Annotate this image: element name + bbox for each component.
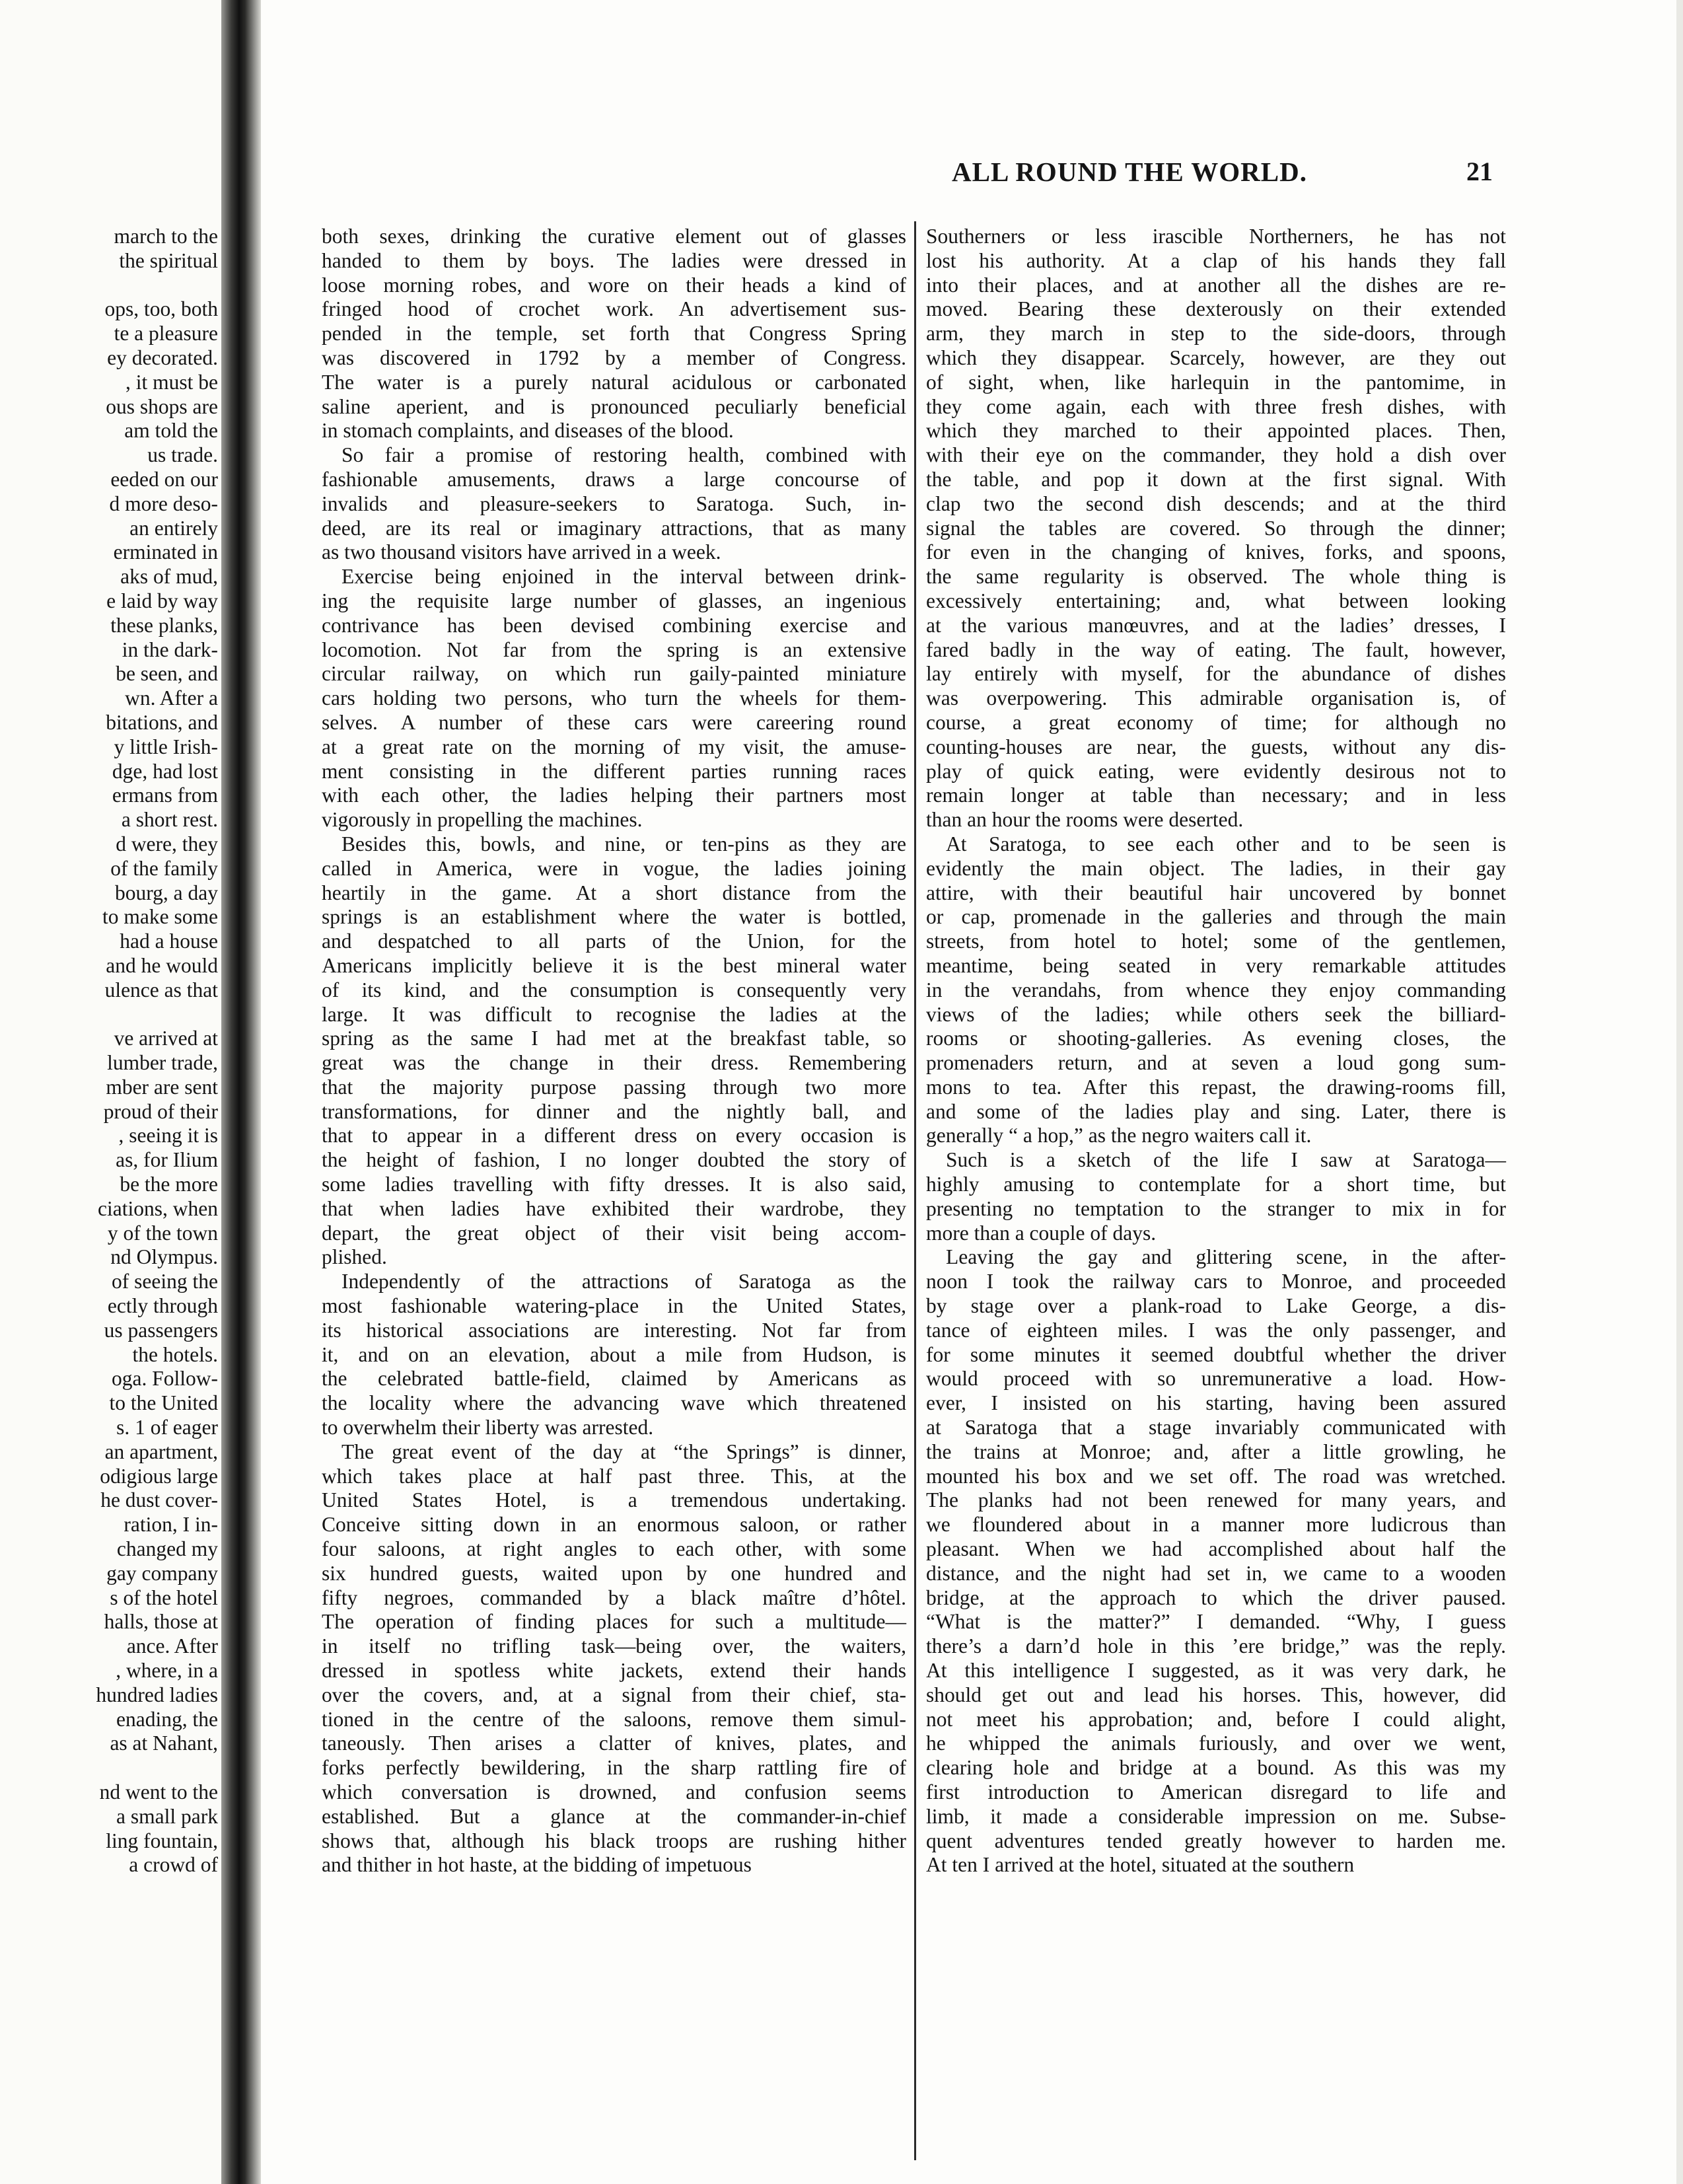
previous-page-line: dge, had lost (112, 759, 218, 783)
previous-page-line: and he would (106, 953, 218, 977)
paragraph (322, 565, 906, 832)
text-line: or cap, promenade in the galleries and through the main (926, 905, 1506, 929)
previous-page-line: ance. After (126, 1634, 218, 1658)
text-line: most fashionable watering-place in the United States, (322, 1294, 906, 1318)
previous-page-line: odigious large (100, 1464, 218, 1488)
text-line: for even in the changing of knives, forks, and spoons, (926, 540, 1506, 564)
previous-page-line: d were, they (116, 832, 218, 855)
text-line: Southerners or less irascible Northerners, he has not (926, 225, 1506, 248)
text-line: promenaders return, and at seven a loud gong sum- (926, 1051, 1506, 1075)
text-line: as two thousand visitors have arrived in a week. (322, 540, 721, 564)
running-header: ALL ROUND THE WORLD. (952, 157, 1307, 187)
previous-page-line: halls, those at (104, 1610, 218, 1634)
text-line: pended in the temple, set forth that Congress Spring (322, 322, 906, 346)
text-line: forks perfectly bewildering, in the sharp rattling fire of (322, 1756, 906, 1780)
text-line: some ladies travelling with fifty dresses. It is also said, (322, 1173, 906, 1196)
previous-page-line: bitations, and (106, 710, 218, 734)
text-line: which takes place at half past three. This, at the (322, 1464, 906, 1488)
text-line: in stomach complaints, and diseases of the blood. (322, 419, 734, 443)
text-line: called in America, were in vogue, the ladies joining (322, 856, 906, 880)
previous-page-line: of the family (110, 856, 218, 880)
text-line: shows that, although his black troops are rushing hither (322, 1829, 906, 1852)
previous-page-line: proud of their (103, 1099, 218, 1123)
text-line: moved. Bearing these dexterously on their extended (926, 297, 1506, 321)
text-line: lost his authority. At a clap of his hands they fall (926, 248, 1506, 272)
previous-page-line (0, 1003, 218, 1027)
text-line: noon I took the railway cars to Monroe, and proceeded (926, 1270, 1506, 1293)
previous-page-line: the spiritual (119, 248, 218, 272)
previous-page-line: y of the town (107, 1221, 218, 1245)
text-line: fringed hood of crochet work. An advertisement sus- (322, 297, 906, 321)
text-line: distance, and the night had set in, we came to a wooden (926, 1561, 1506, 1585)
paragraph (926, 225, 1506, 832)
previous-page-line: , it must be (125, 370, 218, 394)
text-line: over the covers, and, at a signal from their chief, sta- (322, 1683, 906, 1706)
text-line: lay entirely with myself, for the abundance of dishes (926, 662, 1506, 686)
left-text-column (322, 225, 906, 1877)
paragraph (322, 443, 906, 565)
previous-page-line: as at Nahant, (110, 1731, 218, 1755)
text-line: At ten I arrived at the hotel, situated at the southern (926, 1853, 1355, 1877)
text-line: remain longer at table than necessary; and in less (926, 783, 1506, 807)
previous-page-line: s of the hotel (110, 1585, 218, 1609)
text-line: play of quick eating, were evidently desirous not to (926, 759, 1506, 783)
text-line: cars holding two persons, who turn the wheels for them- (322, 686, 906, 710)
paragraph (322, 832, 906, 1270)
text-line: The great event of the day at “the Springs” is dinner, (341, 1439, 906, 1463)
previous-page-line: enading, the (116, 1707, 218, 1731)
text-line: highly amusing to contemplate for a short time, but (926, 1173, 1506, 1196)
text-line: At Saratoga, to see each other and to be seen is (946, 832, 1506, 855)
previous-page-line: to make some (102, 905, 218, 929)
text-line: first introduction to American disregard to life and (926, 1780, 1506, 1803)
text-line: both sexes, drinking the curative element out of glasses (322, 225, 906, 248)
previous-page-line: gay company (106, 1561, 218, 1585)
text-line: it, and on an elevation, about a mile from Hudson, is (322, 1342, 906, 1366)
text-line: in itself no trifling task—being over, the waiters, (322, 1634, 906, 1658)
text-line: into their places, and at another all the dishes are re- (926, 273, 1506, 297)
text-line: the table, and pop it down at the first signal. With (926, 467, 1506, 491)
text-line: spring as the same I had met at the breakfast table, so (322, 1027, 906, 1050)
text-line: which they disappear. Scarcely, however, are they out (926, 346, 1506, 369)
text-line: for some minutes it seemed doubtful whether the driver (926, 1342, 1506, 1366)
text-line: with each other, the ladies helping their partners most (322, 783, 906, 807)
text-line: course, a great economy of time; for although no (926, 710, 1506, 734)
previous-page-line: wn. After a (125, 686, 218, 710)
previous-page-line: lumber trade, (107, 1051, 218, 1075)
paragraph (926, 832, 1506, 1148)
previous-page-line: , where, in a (116, 1659, 218, 1683)
text-line: Besides this, bowls, and nine, or ten-pins as they are (341, 832, 906, 855)
text-line: handed to them by boys. The ladies were dressed in (322, 248, 906, 272)
text-line: heartily in the game. At a short distance from the (322, 881, 906, 904)
previous-page-line: a small park (116, 1804, 218, 1828)
page-number: 21 (1466, 157, 1493, 186)
text-line: depart, the great object of their visit being accom- (322, 1221, 906, 1245)
text-line: they come again, each with three fresh dishes, with (926, 394, 1506, 418)
previous-page-line: ops, too, both (104, 297, 218, 321)
text-line: deed, are its real or imaginary attractions, that as many (322, 516, 906, 540)
text-line: than an hour the rooms were deserted. (926, 808, 1244, 832)
text-line: saline aperient, and is pronounced peculiarly beneficial (322, 394, 906, 418)
previous-page-fragment (0, 0, 221, 2184)
previous-page-line: s. 1 of eager (116, 1416, 218, 1439)
text-line: plished. (322, 1245, 387, 1269)
paragraph (926, 1245, 1506, 1877)
previous-page-text (0, 225, 218, 1877)
text-line: six hundred guests, waited upon by one hundred and (322, 1561, 906, 1585)
text-line: would proceed with so unremunerative a load. How- (926, 1367, 1506, 1391)
text-line: transformations, for dinner and the nightly ball, and (322, 1099, 906, 1123)
text-line: circular railway, on which run gaily-painted miniature (322, 662, 906, 686)
text-line: and thither in hot haste, at the bidding of impetuous (322, 1853, 752, 1877)
text-line: vigorously in propelling the machines. (322, 808, 643, 832)
text-line: The water is a purely natural acidulous or carbonated (322, 370, 906, 394)
previous-page-line: ulence as that (104, 978, 218, 1001)
text-line: clap two the second dish descends; and at the third (926, 491, 1506, 515)
text-line: he whipped the animals furiously, and over we went, (926, 1731, 1506, 1755)
previous-page-line: hundred ladies (96, 1683, 218, 1706)
previous-page-line: am told the (124, 419, 218, 443)
previous-page-line: nd Olympus. (110, 1245, 218, 1269)
previous-page-line (0, 1756, 218, 1780)
text-line: clearing hole and bridge at a bound. As this was my (926, 1756, 1506, 1780)
previous-page-line: us passengers (104, 1318, 218, 1342)
text-line: great was the change in their dress. Remembering (322, 1051, 906, 1075)
text-line: meantime, being seated in very remarkable attitudes (926, 953, 1506, 977)
text-line: of sight, when, like harlequin in the pantomime, in (926, 370, 1506, 394)
text-line: loose morning robes, and wore on their heads a kind of (322, 273, 906, 297)
text-line: tioned in the centre of the saloons, remove them simul- (322, 1707, 906, 1731)
previous-page-line: an entirely (129, 516, 218, 540)
previous-page-line: oga. Follow- (112, 1367, 218, 1391)
text-line: streets, from hotel to hotel; some of the gentlemen, (926, 929, 1506, 953)
previous-page-line: ous shops are (106, 394, 218, 418)
previous-page-line: of seeing the (112, 1270, 218, 1293)
text-line: United States Hotel, is a tremendous undertaking. (322, 1488, 906, 1512)
paragraph (322, 1440, 906, 1877)
previous-page-line: a short rest. (121, 808, 218, 832)
book-gutter (221, 0, 261, 2184)
text-line: and some of the ladies play and sing. Later, there is (926, 1099, 1506, 1123)
text-line: mons to tea. After this repast, the drawing-rooms fill, (926, 1075, 1506, 1099)
previous-page-line: ey decorated. (107, 346, 218, 369)
text-line: of its kind, and the consumption is consequently very (322, 978, 906, 1001)
text-line: the locality where the advancing wave which threatened (322, 1391, 906, 1415)
page-edge (1676, 0, 1683, 2184)
text-line: not meet his approbation; and, before I could alight, (926, 1707, 1506, 1731)
previous-page-line: nd went to the (99, 1780, 218, 1803)
text-line: mounted his box and we set off. The road was wretched. (926, 1464, 1506, 1488)
previous-page-line: these planks, (110, 613, 218, 637)
text-line: four saloons, at right angles to each other, with some (322, 1537, 906, 1561)
text-line: The planks had not been renewed for many years, and (926, 1488, 1506, 1512)
previous-page-line: d more deso- (109, 491, 218, 515)
text-line: with their eye on the commander, they hold a dish over (926, 443, 1506, 467)
text-line: generally “ a hop,” as the negro waiters call it. (926, 1124, 1312, 1147)
previous-page-line: as, for Ilium (116, 1148, 218, 1172)
text-line: ing the requisite large number of glasses, an ingenious (322, 589, 906, 612)
text-line: fared badly in the way of eating. The fault, however, (926, 637, 1506, 661)
previous-page-line: march to the (114, 225, 218, 248)
previous-page-line: te a pleasure (114, 322, 218, 346)
text-line: Americans implicitly believe it is the best mineral water (322, 953, 906, 977)
text-line: established. But a glance at the commander-in-chief (322, 1804, 906, 1828)
previous-page-line: ciations, when (98, 1196, 218, 1220)
previous-page-line: bourg, a day (114, 881, 218, 904)
previous-page-line: e laid by way (106, 589, 218, 612)
previous-page-line: y little Irish- (114, 735, 218, 758)
text-line: Leaving the gay and glittering scene, in the after- (946, 1245, 1506, 1269)
text-line: So fair a promise of restoring health, combined with (341, 443, 906, 467)
text-line: quent adventures tended greatly however to harden me. (926, 1829, 1506, 1852)
previous-page-line: an apartment, (104, 1439, 218, 1463)
text-line: Independently of the attractions of Saratoga as the (341, 1270, 906, 1293)
previous-page-line: he dust cover- (100, 1488, 218, 1512)
previous-page-line: eeded on our (110, 467, 218, 491)
text-line: Conceive sitting down in an enormous saloon, or rather (322, 1513, 906, 1537)
text-line: “What is the matter?” I demanded. “Why, I guess (926, 1610, 1506, 1634)
previous-page-line: us trade. (147, 443, 218, 467)
previous-page-line: ermans from (112, 783, 218, 807)
paragraph (322, 225, 906, 443)
text-line: dressed in spotless white jackets, extend their hands (322, 1659, 906, 1683)
text-line: presenting no temptation to the stranger to mix in for (926, 1196, 1506, 1220)
text-line: Such is a sketch of the life I saw at Saratoga— (946, 1148, 1506, 1172)
text-line: the celebrated battle-field, claimed by Americans as (322, 1367, 906, 1391)
previous-page-line: be seen, and (116, 662, 218, 686)
text-line: to overwhelm their liberty was arrested. (322, 1416, 654, 1439)
text-line: the trains at Monroe; and, after a little growling, he (926, 1439, 1506, 1463)
text-line: at a great rate on the morning of my visit, the amuse- (322, 735, 906, 758)
paragraph (926, 1148, 1506, 1245)
text-line: Exercise being enjoined in the interval between drink- (341, 565, 906, 589)
text-line: counting-houses are near, the guests, without any dis- (926, 735, 1506, 758)
paragraph (322, 1270, 906, 1440)
text-line: fashionable amusements, draws a large concourse of (322, 467, 906, 491)
text-line: limb, it made a considerable impression on me. Subse- (926, 1804, 1506, 1828)
text-line: was overpowering. This admirable organisation is, of (926, 686, 1506, 710)
text-line: that the majority purpose passing through two more (322, 1075, 906, 1099)
text-line: The operation of finding places for such a multitude— (322, 1610, 906, 1634)
text-line: in the verandahs, from whence they enjoy commanding (926, 978, 1506, 1001)
text-line: at the various manœuvres, and at the ladies’ dresses, I (926, 613, 1506, 637)
text-line: large. It was difficult to recognise the ladies at the (322, 1002, 906, 1026)
previous-page-line: erminated in (113, 540, 218, 564)
previous-page-line: a crowd of (129, 1853, 218, 1877)
text-line: the same regularity is observed. The whole thing is (926, 565, 1506, 589)
previous-page-line: mber are sent (106, 1075, 218, 1099)
text-line: by stage over a plank-road to Lake George, a dis- (926, 1294, 1506, 1318)
previous-page-line: ling fountain, (106, 1829, 218, 1852)
text-line: attire, with their beautiful hair uncovered by bonnet (926, 881, 1506, 904)
text-line: that to appear in a different dress on every occasion is (322, 1124, 906, 1147)
right-text-column (926, 225, 1506, 1877)
previous-page-line: to the United (109, 1391, 218, 1415)
previous-page-line: changed my (116, 1537, 218, 1561)
previous-page-line: ve arrived at (114, 1027, 218, 1050)
text-line: more than a couple of days. (926, 1221, 1157, 1245)
text-line: rooms or shooting-galleries. As evening closes, the (926, 1027, 1506, 1050)
text-line: there’s a darn’d hole in this ’ere bridge,” was the reply. (926, 1634, 1506, 1658)
text-line: selves. A number of these cars were careering round (322, 710, 906, 734)
text-line: ever, I insisted on his starting, having been assured (926, 1391, 1506, 1415)
text-line: we floundered about in a manner more ludicrous than (926, 1513, 1506, 1537)
previous-page-line: , seeing it is (118, 1124, 218, 1147)
text-line: the height of fashion, I no longer doubted the story of (322, 1148, 906, 1172)
text-line: signal the tables are covered. So through the dinner; (926, 516, 1506, 540)
text-line: contrivance has been devised combining exercise and (322, 613, 906, 637)
previous-page-line: aks of mud, (120, 565, 218, 589)
column-divider (914, 221, 916, 2160)
text-line: springs is an establishment where the water is bottled, (322, 905, 906, 929)
text-line: tance of eighteen miles. I was the only passenger, and (926, 1318, 1506, 1342)
text-line: taneously. Then arises a clatter of knives, plates, and (322, 1731, 906, 1755)
previous-page-line (0, 273, 218, 298)
text-line: locomotion. Not far from the spring is an extensive (322, 637, 906, 661)
text-line: At this intelligence I suggested, as it was very dark, he (926, 1659, 1506, 1683)
text-line: at Saratoga that a stage invariably communicated with (926, 1416, 1506, 1439)
previous-page-line: ectly through (107, 1294, 218, 1318)
text-line: fifty negroes, commanded by a black maître d’hôtel. (322, 1585, 906, 1609)
text-line: that when ladies have exhibited their wardrobe, they (322, 1196, 906, 1220)
text-line: invalids and pleasure-seekers to Saratoga. Such, in- (322, 491, 906, 515)
text-line: evidently the main object. The ladies, in their gay (926, 856, 1506, 880)
text-line: its historical associations are interesting. Not far from (322, 1318, 906, 1342)
text-line: pleasant. When we had accomplished about half the (926, 1537, 1506, 1561)
text-line: which they marched to their appointed places. Then, (926, 419, 1506, 443)
text-line: views of the ladies; while others seek the billiard- (926, 1002, 1506, 1026)
text-line: should get out and lead his horses. This, however, did (926, 1683, 1506, 1706)
text-line: which conversation is drowned, and confusion seems (322, 1780, 906, 1803)
text-line: and despatched to all parts of the Union, for the (322, 929, 906, 953)
text-line: bridge, at the approach to which the driver paused. (926, 1585, 1506, 1609)
previous-page-line: ration, I in- (124, 1513, 218, 1537)
previous-page-line: the hotels. (132, 1342, 218, 1366)
previous-page-line: be the more (120, 1173, 218, 1196)
text-line: was discovered in 1792 by a member of Congress. (322, 346, 906, 369)
previous-page-line: had a house (120, 929, 218, 953)
text-line: ment consisting in the different parties running races (322, 759, 906, 783)
text-line: excessively entertaining; and, what between looking (926, 589, 1506, 612)
previous-page-line: in the dark- (122, 637, 218, 661)
text-line: arm, they march in step to the side-doors, through (926, 322, 1506, 346)
